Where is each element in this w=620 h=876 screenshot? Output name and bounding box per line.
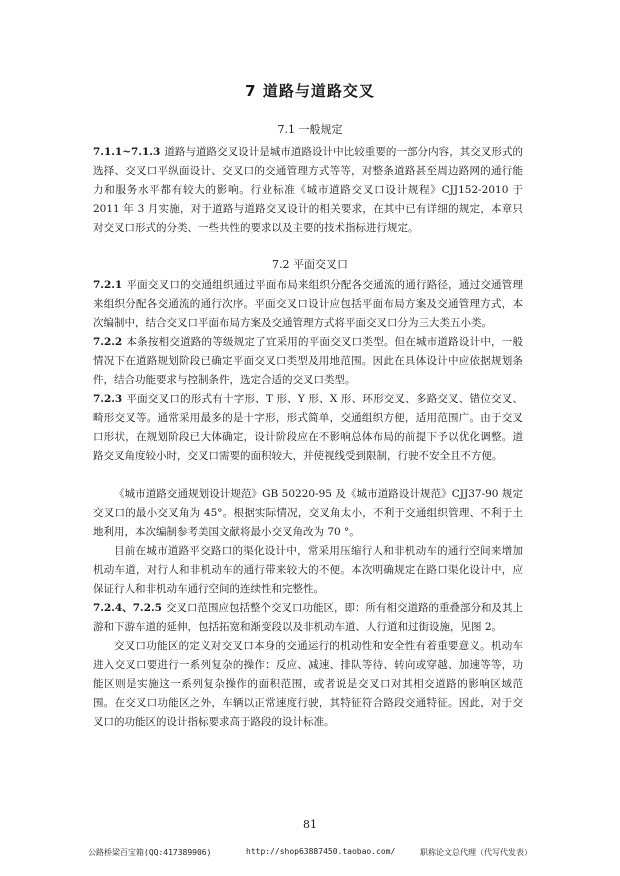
paragraph-text: 平面交叉口的形式有十字形、T 形、Y 形、X 形、环形交叉、多路交叉、错位交叉、畸形交叉等。通常采用最多的是十字形，形式简单，交通组织方便，适用范围广。由于交叉口形状，在规划阶段已大体确定，设计阶段应在不影响总体布局的前提下予以优化调整。道路交叉角度较小时，交叉口需要的面积较大，并使视线受到限制，行驶不安全且不方便。 — [93, 393, 523, 462]
paragraph-text: 目前在城市道路平交路口的渠化设计中，常采用压缩行人和非机动车的通行空间来增加机动车道，对行人和非机动车的通行带来较大的不便。本次明确规定在路口渠化设计中，应保证行人和非机动车通行空间的连续性和完整性。 — [93, 545, 523, 595]
paragraph-text: 交叉口功能区的定义对交叉口本身的交通运行的机动性和安全性有着重要意义。机动车进入交叉口要进行一系列复杂的操作：反应、减速、排队等待、转向或穿越、加速等等，功能区则是实施这一系列复杂操作的面积范围，或者说是交叉口对其相交道路的影响区域范围。在交叉口功能区之外，车辆以正常速度行驶，其特征符合路段交通特征。因此，对于交叉口的功能区的设计指标要求高于路段的设计标准。 — [93, 640, 523, 728]
paragraph-text: 平面交叉口的交通组织通过平面布局来组织分配各交通流的通行路径，通过交通管理来组织分配各交通流的通行次序。平面交叉口设计应包括平面布局方案及交通管理方式，本次编制中，结合交叉口平面布局方案及交通管理方式将平面交叉口分为三大类五小类。 — [93, 279, 523, 329]
clause-number: 7.2.4、7.2.5 — [93, 602, 162, 614]
paragraph-functional-area — [93, 637, 523, 732]
section-title-plane-intersection: 7.2 平面交叉口 — [272, 258, 348, 271]
paragraph-text: 《城市道路交通规划设计规范》GB 50220-95 及《城市道路设计规范》CJJ37-90 规定交叉口的最小交叉角为 45°。根据实际情况，交叉角太小，不利于交通组织管理、不利于土地利用，本次编制参考美国文献将最小交叉角改为 70 °。 — [93, 488, 523, 538]
paragraph-text: 交叉口范围应包括整个交叉口功能区，即：所有相交道路的重叠部分和及其上游和下游车道的延伸，包括拓宽和渐变段以及非机动车道、人行道和过街设施，见图 2。 — [93, 602, 523, 633]
paragraph-text: 本条按相交道路的等级规定了宜采用的平面交叉口类型。但在城市道路设计中，一般情况下在道路规划阶段已确定平面交叉口类型及用地范围。因此在具体设计中应依据规划条件，结合功能要求与控制条件，选定合适的交叉口类型。 — [93, 336, 523, 386]
page-number: 81 — [303, 818, 317, 831]
paragraph-text: 道路与道路交叉设计是城市道路设计中比较重要的一部分内容，其交叉形式的选择、交叉口平纵面设计、交叉口的交通管理方式等等，对整条道路甚至周边路网的通行能力和服务水平都有较大的影响。行业标准《城市道路交叉口设计规程》CJJ152-2010 于 2011 年 3 月实施，对于道路与道路交叉设计的相关要求，在其中已有详细的规定，本章只对交叉口形式的分类、一些共性的要求以及主要的技术指标进行规定。 — [93, 146, 523, 234]
paragraph-7-2-4 — [93, 599, 523, 637]
paragraph-7-2-1 — [93, 276, 523, 333]
footer-left-text: 公路桥梁百宝箱(QQ:417389906) — [88, 848, 212, 857]
footer-right-text: 职称论文总代理（代写代发表） — [420, 848, 532, 857]
clause-number: 7.2.2 — [93, 336, 123, 348]
footer-center-url: http://shop63887450.taobao.com/ — [246, 847, 396, 856]
paragraph-7-2-3 — [93, 390, 523, 466]
paragraph-7-1-1 — [93, 143, 523, 238]
paragraph-channelization — [93, 542, 523, 599]
section-title-general: 7.1 一般规定 — [277, 123, 343, 136]
clause-number: 7.2.1 — [93, 279, 123, 291]
chapter-title: 7 道路与道路交叉 — [245, 82, 375, 100]
paragraph-7-2-2 — [93, 333, 523, 390]
paragraph-intersection-angle — [93, 485, 523, 542]
clause-number: 7.1.1~7.1.3 — [93, 146, 161, 158]
clause-number: 7.2.3 — [93, 393, 123, 405]
